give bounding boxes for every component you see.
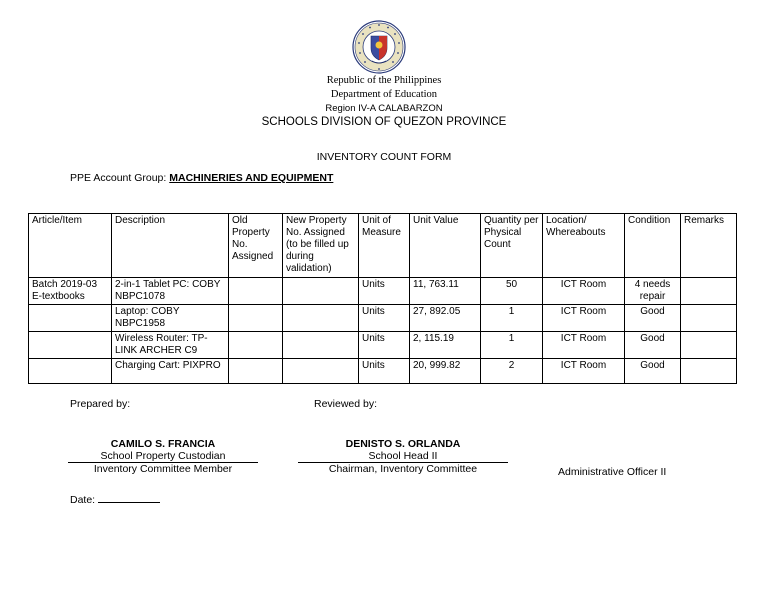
description-cell: Wireless Router: TP-LINK ARCHER C9 <box>112 332 229 359</box>
table-header-row <box>29 214 737 278</box>
new-property-cell <box>283 278 359 305</box>
condition-cell: Good <box>625 332 681 359</box>
reviewed-by-position: School Head II <box>298 450 508 463</box>
location-cell: ICT Room <box>543 305 625 332</box>
location-cell: ICT Room <box>543 359 625 384</box>
reviewed-by-label: Reviewed by: <box>314 398 378 410</box>
unit-cell: Units <box>359 305 410 332</box>
date-label: Date: <box>70 494 99 506</box>
condition-cell: Good <box>625 305 681 332</box>
article-cell <box>29 332 112 359</box>
header-cell: Unit Value <box>410 214 481 278</box>
table-row <box>29 278 737 305</box>
description-cell: Laptop: COBY NBPC1958 <box>112 305 229 332</box>
prepared-by-role: Inventory Committee Member <box>93 463 233 475</box>
unit-value-cell: 20, 999.82 <box>410 359 481 384</box>
header-cell: Condition <box>625 214 681 278</box>
reviewed-by-name: DENISTO S. ORLANDA <box>345 438 461 450</box>
article-cell <box>29 359 112 384</box>
article-cell: Batch 2019-03 E-textbooks <box>29 278 112 305</box>
old-property-cell <box>229 332 283 359</box>
header-cell: Article/Item <box>29 214 112 278</box>
quantity-cell: 2 <box>481 359 543 384</box>
table-row <box>29 305 737 332</box>
quantity-cell: 1 <box>481 305 543 332</box>
table-row <box>29 359 737 384</box>
header-cell: Old Property No. Assigned <box>229 214 283 278</box>
prepared-by-signature-block <box>68 438 258 475</box>
new-property-cell <box>283 305 359 332</box>
region-line: Region IV-A CALABARZON <box>325 103 443 114</box>
header-cell: New Property No. Assigned (to be filled up during validation) <box>283 214 359 278</box>
reviewed-by-role: Chairman, Inventory Committee <box>328 463 478 475</box>
prepared-by-name: CAMILO S. FRANCIA <box>110 438 216 450</box>
ppe-label: PPE Account Group: <box>70 172 170 184</box>
condition-cell: Good <box>625 359 681 384</box>
header-cell: Unit of Measure <box>359 214 410 278</box>
article-cell <box>29 305 112 332</box>
condition-cell: 4 needs repair <box>625 278 681 305</box>
location-cell: ICT Room <box>543 332 625 359</box>
unit-value-cell: 2, 115.19 <box>410 332 481 359</box>
quantity-cell: 1 <box>481 332 543 359</box>
prepared-by-label: Prepared by: <box>70 398 131 410</box>
header-cell: Quantity per Physical Count <box>481 214 543 278</box>
department-line: Department of Education <box>330 89 438 100</box>
prepared-by-position: School Property Custodian <box>68 450 258 463</box>
date-field <box>70 493 160 506</box>
unit-value-cell: 11, 763.11 <box>410 278 481 305</box>
remarks-cell <box>681 332 737 359</box>
unit-cell: Units <box>359 359 410 384</box>
header-cell: Description <box>112 214 229 278</box>
header-cell: Remarks <box>681 214 737 278</box>
deped-seal-logo <box>352 20 406 74</box>
old-property-cell <box>229 305 283 332</box>
location-cell: ICT Room <box>543 278 625 305</box>
header-cell: Location/ Whereabouts <box>543 214 625 278</box>
description-cell: Charging Cart: PIXPRO <box>112 359 229 384</box>
form-title: INVENTORY COUNT FORM <box>316 151 452 163</box>
remarks-cell <box>681 305 737 332</box>
unit-cell: Units <box>359 278 410 305</box>
unit-value-cell: 27, 892.05 <box>410 305 481 332</box>
description-cell: 2-in-1 Tablet PC: COBY NBPC1078 <box>112 278 229 305</box>
new-property-cell <box>283 359 359 384</box>
new-property-cell <box>283 332 359 359</box>
admin-officer-role: Administrative Officer II <box>558 466 667 478</box>
old-property-cell <box>229 278 283 305</box>
old-property-cell <box>229 359 283 384</box>
quantity-cell: 50 <box>481 278 543 305</box>
ppe-account-group <box>70 172 333 184</box>
inventory-table <box>28 213 737 384</box>
date-blank-line <box>98 493 160 503</box>
table-row <box>29 332 737 359</box>
remarks-cell <box>681 278 737 305</box>
reviewed-by-signature-block <box>298 438 508 475</box>
unit-cell: Units <box>359 332 410 359</box>
ppe-value: MACHINERIES AND EQUIPMENT <box>169 172 334 184</box>
division-line: SCHOOLS DIVISION OF QUEZON PROVINCE <box>261 116 507 128</box>
remarks-cell <box>681 359 737 384</box>
republic-line: Republic of the Philippines <box>326 75 442 86</box>
